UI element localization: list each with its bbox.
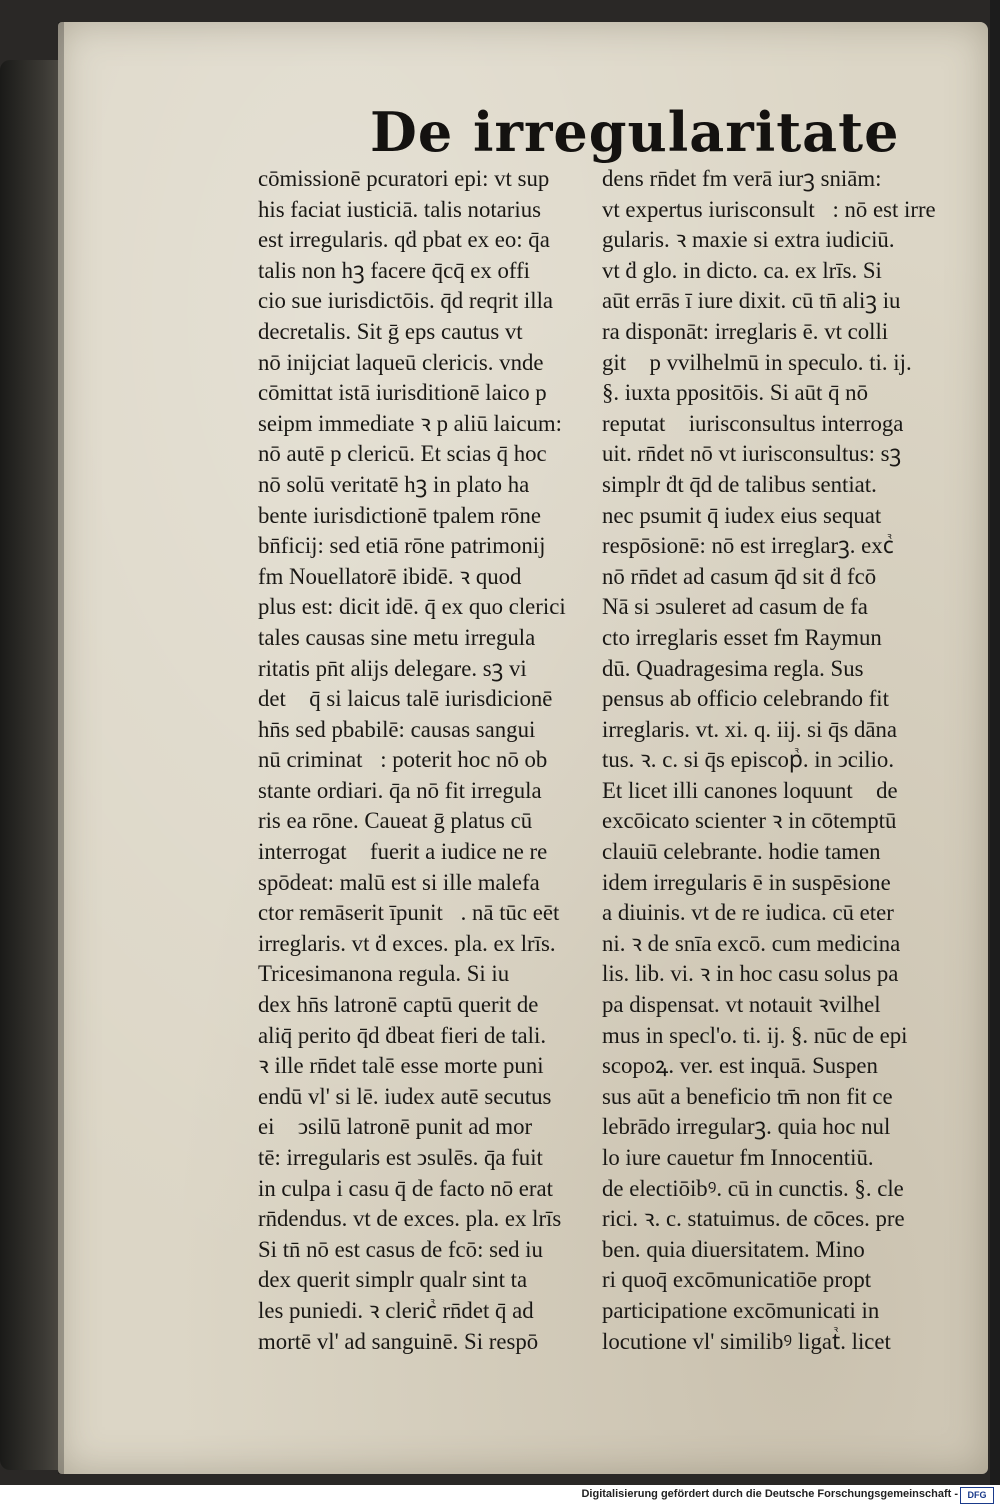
- text-line: tales causas sine metu irregula: [258, 624, 536, 650]
- text-line: §. iuxta ppositōis. Si aūt q̄ nō: [602, 380, 868, 406]
- text-line: spōdeat: malū est si ille malefa: [258, 869, 540, 895]
- text-line: ra disponāt: irreglaris ē. vt colli: [602, 318, 889, 344]
- text-line: pa dispensat. vt notauit ꝛvilhel: [602, 992, 881, 1018]
- text-line: ctor remāserit īpunitᷣ. nā tūc eēt: [258, 900, 560, 926]
- text-line: excōicato scienter ꝛ in cōtemptū: [602, 808, 897, 834]
- text-line: les puniedi. ꝛ clericᷣ rn̄det q̄ ad: [258, 1297, 534, 1323]
- text-line: est irregularis. qḋ pbat ex eo: q̄a: [258, 227, 550, 253]
- text-line: Si tn̄ nō est casus de fcō: sed iu: [258, 1236, 543, 1262]
- text-line: ris ea rōne. Caueat ḡ platus cū: [258, 808, 533, 834]
- text-line: seipm immediate ꝛ p aliū laicum:: [258, 410, 562, 436]
- text-line: nō autē p clericū. Et scias q̄ hoc: [258, 441, 547, 467]
- text-line: uit. rn̄det nō vt iurisconsultus: sꝫ: [602, 441, 902, 467]
- page-gutter-shadow: [58, 22, 64, 1474]
- text-line: talis non hꝫ facere q̄cq̄ ex offi: [258, 257, 531, 283]
- footer-credit: Digitalisierung gefördert durch die Deutsche Forschungsgemeinschaft -: [581, 1488, 958, 1500]
- page-heading: De irregularitate: [370, 100, 900, 164]
- text-line: cto irreglaris esset fm Raymun: [602, 624, 882, 650]
- digitization-footer: [0, 1485, 1000, 1506]
- text-line: vt expertus iurisconsultᷣ: nō est irre: [602, 196, 936, 222]
- text-line: bn̄ficij: sed etiā rōne patrimonij: [258, 533, 546, 559]
- text-line: a diuinis. vt de re iudica. cū eter: [602, 900, 894, 926]
- text-line: bente iurisdictionē tpalem rōne: [258, 502, 541, 528]
- text-line: ri quoq̄ excōmunicatiōe proptᷣ: [602, 1267, 889, 1293]
- text-line: respōsionē: nō est irreglarꝫ. excᷣ: [602, 533, 894, 559]
- text-line: tus. ꝛ. c. si q̄s episcopᷣ. in ↄcilio.: [602, 747, 895, 773]
- text-line: dens rn̄det fm verā iurꝫ sniām:: [602, 166, 882, 191]
- text-line: cōmittat istā iurisditionē laico p: [258, 380, 547, 406]
- text-line: mus in specl'o. ti. ij. §. nūc de epi: [602, 1022, 908, 1048]
- text-line: mortē vl' ad sanguinē. Si respō: [258, 1328, 539, 1354]
- text-line: Nā si ↄsuleret ad casum de fa: [602, 594, 868, 620]
- text-line: in culpa i casu q̄ de facto nō erat: [258, 1175, 553, 1201]
- text-line: vt ḋ glo. in dicto. ca. ex lrīs. Si: [602, 257, 882, 283]
- text-line: nō inijciat laqueū clericis. vnde: [258, 349, 544, 375]
- text-line: idem irregularis ē in suspēsione: [602, 869, 891, 895]
- text-line: decretalis. Sit ḡ eps cautus vt: [258, 318, 523, 344]
- text-line: hn̄s sed pbabilē: causas sangui: [258, 716, 536, 742]
- text-line: locutione vl' similibꝰ ligatᷣ. licet: [602, 1328, 891, 1354]
- text-line: lo iure cauetur fm Innocentiū.: [602, 1145, 874, 1170]
- text-line: plus est: dicit idē. q̄ ex quo clerici: [258, 594, 566, 620]
- text-line: ritatis pn̄t alijs delegare. sꝫ vi: [258, 655, 527, 681]
- dfg-logo: DFG: [960, 1487, 994, 1504]
- text-line: ni. ꝛ de snīa excō. cum medicina: [602, 930, 901, 956]
- text-line: eiᷣ ↄsilū latronē punit ad mor: [258, 1114, 533, 1140]
- text-line: Tricesimanona regula. Si iu: [258, 961, 510, 987]
- text-line: lis. lib. vi. ꝛ in hoc casu solus pa: [602, 961, 899, 987]
- text-line: stante ordiari. q̄a nō fit irregula: [258, 777, 542, 803]
- right-text-column: [602, 164, 948, 1357]
- text-line: dex hn̄s latronē captū querit de: [258, 992, 539, 1018]
- text-line: gularis. ꝛ maxie si extra iudiciū.: [602, 227, 895, 253]
- text-line: nō solū veritatē hꝫ in plato ha: [258, 471, 530, 497]
- text-line: participatione excōmunicati in: [602, 1297, 880, 1323]
- text-line: rn̄dendus. vt de exces. pla. ex lrīs: [258, 1206, 562, 1232]
- text-line: nū criminatᷣ: poterit hoc nō ob: [258, 747, 548, 773]
- text-line: nō rn̄det ad casum q̄d sit ḋ fcō: [602, 563, 877, 589]
- text-line: fm Nouellatorē ibidē. ꝛ quod: [258, 563, 522, 589]
- text-line: endū vl' si lē. iudex autē secutus: [258, 1083, 552, 1109]
- text-line: nec psumit q̄ iudex eius sequatᷣ: [602, 502, 899, 528]
- text-line: irreglaris. vt. xi. q. iij. si q̄s dāna: [602, 716, 898, 742]
- left-text-column: [258, 164, 604, 1357]
- text-line: sus aūt a beneficio tm̄ non fit ce: [602, 1083, 893, 1109]
- text-line: detᷣ q̄ si laicus talē iurisdicionēꝫ: [258, 686, 571, 712]
- text-line: de electiōibꝰ. cū in cunctis. §. cle: [602, 1175, 904, 1201]
- text-line: rici. ꝛ. c. statuimus. de cōces. pre: [602, 1206, 905, 1232]
- text-line: simplr ḋt q̄d de talibus sentiat.: [602, 471, 877, 497]
- scan-right-edge: [990, 0, 1000, 1506]
- text-line: pensus ab officio celebrando fit: [602, 686, 889, 712]
- text-line: scopoꝝ. ver. est inquā. Suspen: [602, 1053, 878, 1079]
- text-line: reputatᷣ iurisconsultus interroga: [602, 410, 904, 436]
- text-line: his faciat iusticiā. talis notarius: [258, 196, 541, 222]
- text-line: irreglaris. vt ḋ exces. pla. ex lrīs.: [258, 930, 556, 956]
- text-line: cōmissionē pcuratori epi: vt sup: [258, 166, 550, 191]
- text-line: cio sue iurisdictōis. q̄d reqrit illa: [258, 288, 554, 314]
- text-line: tē: irregularis est ↄsulēs. q̄a fuit: [258, 1145, 543, 1170]
- text-line: Et licet illi canones loquuntᷣ de: [602, 777, 898, 803]
- text-line: dex querit simplr qualr sint ta: [258, 1267, 528, 1293]
- text-line: clauiū celebrante. hodie tamen: [602, 839, 881, 865]
- text-line: aliq̄ perito q̄d ḋbeat fieri de tali.: [258, 1022, 547, 1048]
- text-line: ꝛ ille rn̄det talē esse morte puni: [258, 1053, 544, 1079]
- text-line: lebrādo irregularꝫ. quia hoc nul: [602, 1114, 891, 1140]
- text-line: dū. Quadragesima regla. Sus: [602, 655, 864, 681]
- text-line: ben. quia diuersitatem. Mino: [602, 1236, 865, 1262]
- text-line: gitᷣ p vvilhelmū in speculo. ti. ij.: [602, 349, 912, 375]
- text-line: aūt errās ī iure dixit. cū tn̄ aliꝫ iu: [602, 288, 901, 314]
- text-line: interrogatᷣ fuerit a iudice ne re: [258, 839, 548, 865]
